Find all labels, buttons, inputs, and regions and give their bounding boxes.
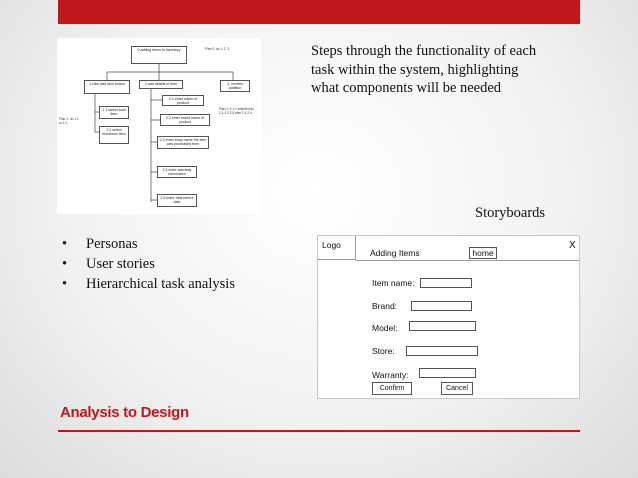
hta-root-node: 0.adding items to inventory — [131, 46, 187, 64]
hta-node-1-2: 1.2 select electronic item — [99, 126, 129, 144]
warranty-label: Warranty: — [372, 370, 409, 380]
top-accent-bar — [58, 0, 580, 24]
bullet-list — [58, 234, 235, 294]
hta-node-1: 1.click add item button — [84, 80, 130, 94]
hta-node-2: 2.add details of item — [139, 80, 183, 89]
bottom-accent-line — [58, 430, 580, 432]
hta-plan1: Plan 1: do 1.1 or 1.2 — [59, 117, 79, 125]
slide-title: Analysis to Design — [60, 404, 189, 421]
hta-node-2-4: 2.4 enter warranty information — [157, 166, 197, 178]
item-name-field[interactable] — [420, 278, 472, 288]
hta-diagram — [57, 38, 261, 214]
bullet-item: • Hierarchical task analysis — [58, 274, 235, 294]
storyboards-label: Storyboards — [475, 205, 546, 221]
hta-node-2-5: 2.5 enter best before date — [157, 194, 197, 207]
bullet-item: • User stories — [58, 254, 235, 274]
close-icon[interactable]: X — [569, 240, 576, 251]
cancel-button[interactable]: Cancel — [441, 382, 473, 395]
brand-label: Brand: — [372, 301, 398, 311]
wireframe-logo: Logo — [318, 236, 356, 260]
confirm-button[interactable]: Confirm — [372, 382, 412, 395]
hta-node-1-1: 1.1 select food item — [99, 106, 129, 119]
storyboard-wireframe — [317, 235, 580, 399]
hta-connectors — [57, 38, 261, 214]
bullet-item: • Personas — [58, 234, 235, 254]
slide-description: Steps through the functionality of each task within the system, highlighting what components will be needed — [311, 43, 537, 96]
hta-plan2: Plan 2: if 1.1 selected do 2.1-2.3 2.5 else 2.1-2.4 — [219, 107, 254, 115]
home-button[interactable]: home — [469, 247, 497, 259]
hta-plan0: Plan 0: do 1, 2, 3 — [205, 47, 230, 51]
model-field[interactable] — [409, 321, 476, 331]
item-name-label: Item name: — [372, 278, 415, 288]
hta-node-3: 3. confirm addition — [220, 80, 250, 92]
hta-node-2-1: 2.1 enter name of product — [162, 95, 204, 106]
hta-node-2-3: 2.3 enter shop name the item was purchased from — [157, 136, 209, 149]
warranty-field[interactable] — [419, 368, 476, 378]
model-label: Model: — [372, 323, 398, 333]
hta-node-2-2: 2.2 enter brand name of product — [160, 114, 210, 126]
brand-field[interactable] — [411, 301, 472, 311]
store-field[interactable] — [406, 346, 478, 356]
wireframe-title: Adding Items — [370, 248, 420, 258]
store-label: Store: — [372, 346, 395, 356]
